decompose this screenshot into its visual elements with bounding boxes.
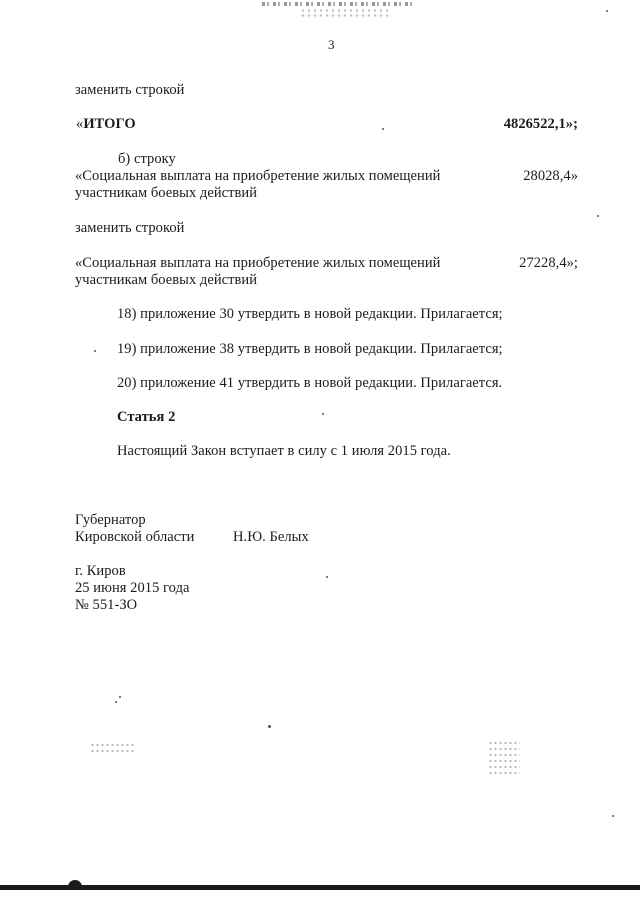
itogo-label-text: ИТОГО <box>83 116 136 132</box>
scan-artifact-top-speckle <box>300 8 390 18</box>
social1-line2: участникам боевых действий <box>75 185 258 201</box>
replace-line-2: заменить строкой <box>75 220 185 236</box>
scan-speckle-left <box>90 742 136 756</box>
scan-dot <box>268 725 271 728</box>
itogo-value: 4826522,1»; <box>503 116 578 132</box>
scan-artifact-top <box>262 2 412 6</box>
scan-dot <box>606 10 608 12</box>
social1-value: 28028,4» <box>523 168 578 184</box>
signature-title-line2: Кировской области <box>75 529 195 545</box>
item-b: б) строку <box>118 151 176 167</box>
replace-line-1: заменить строкой <box>75 82 185 98</box>
page-number: 3 <box>328 37 335 52</box>
signature-title-line1: Губернатор <box>75 512 146 528</box>
item-18: 18) приложение 30 утвердить в новой редакции. Прилагается; <box>117 306 503 322</box>
social1-line1: «Социальная выплата на приобретение жилых помещений <box>75 168 441 184</box>
social2-value: 27228,4»; <box>519 255 578 271</box>
social2-line1: «Социальная выплата на приобретение жилых помещений <box>75 255 441 271</box>
signature-name: Н.Ю. Белых <box>233 529 309 545</box>
place-date: 25 июня 2015 года <box>75 580 190 596</box>
document-number: № 551-ЗО <box>75 597 138 613</box>
item-19: 19) приложение 38 утвердить в новой редакции. Прилагается; <box>117 341 503 357</box>
scan-dot <box>597 215 599 217</box>
scan-dot <box>612 815 614 817</box>
item-20: 20) приложение 41 утвердить в новой редакции. Прилагается. <box>117 375 503 391</box>
scan-speckle-right <box>488 740 520 774</box>
social2-line2: участникам боевых действий <box>75 272 258 288</box>
scan-dot <box>115 701 117 703</box>
scan-dot <box>119 696 121 698</box>
scan-dot <box>322 413 324 415</box>
scan-dot <box>382 128 384 130</box>
article-heading: Статья 2 <box>117 409 176 425</box>
itogo-label: «ИТОГО <box>76 116 136 132</box>
scan-dot <box>326 576 328 578</box>
scan-dot <box>94 350 96 352</box>
scan-edge-bar <box>0 885 640 890</box>
place-city: г. Киров <box>75 563 126 579</box>
article-text: Настоящий Закон вступает в силу с 1 июля 2015 года. <box>117 443 451 459</box>
